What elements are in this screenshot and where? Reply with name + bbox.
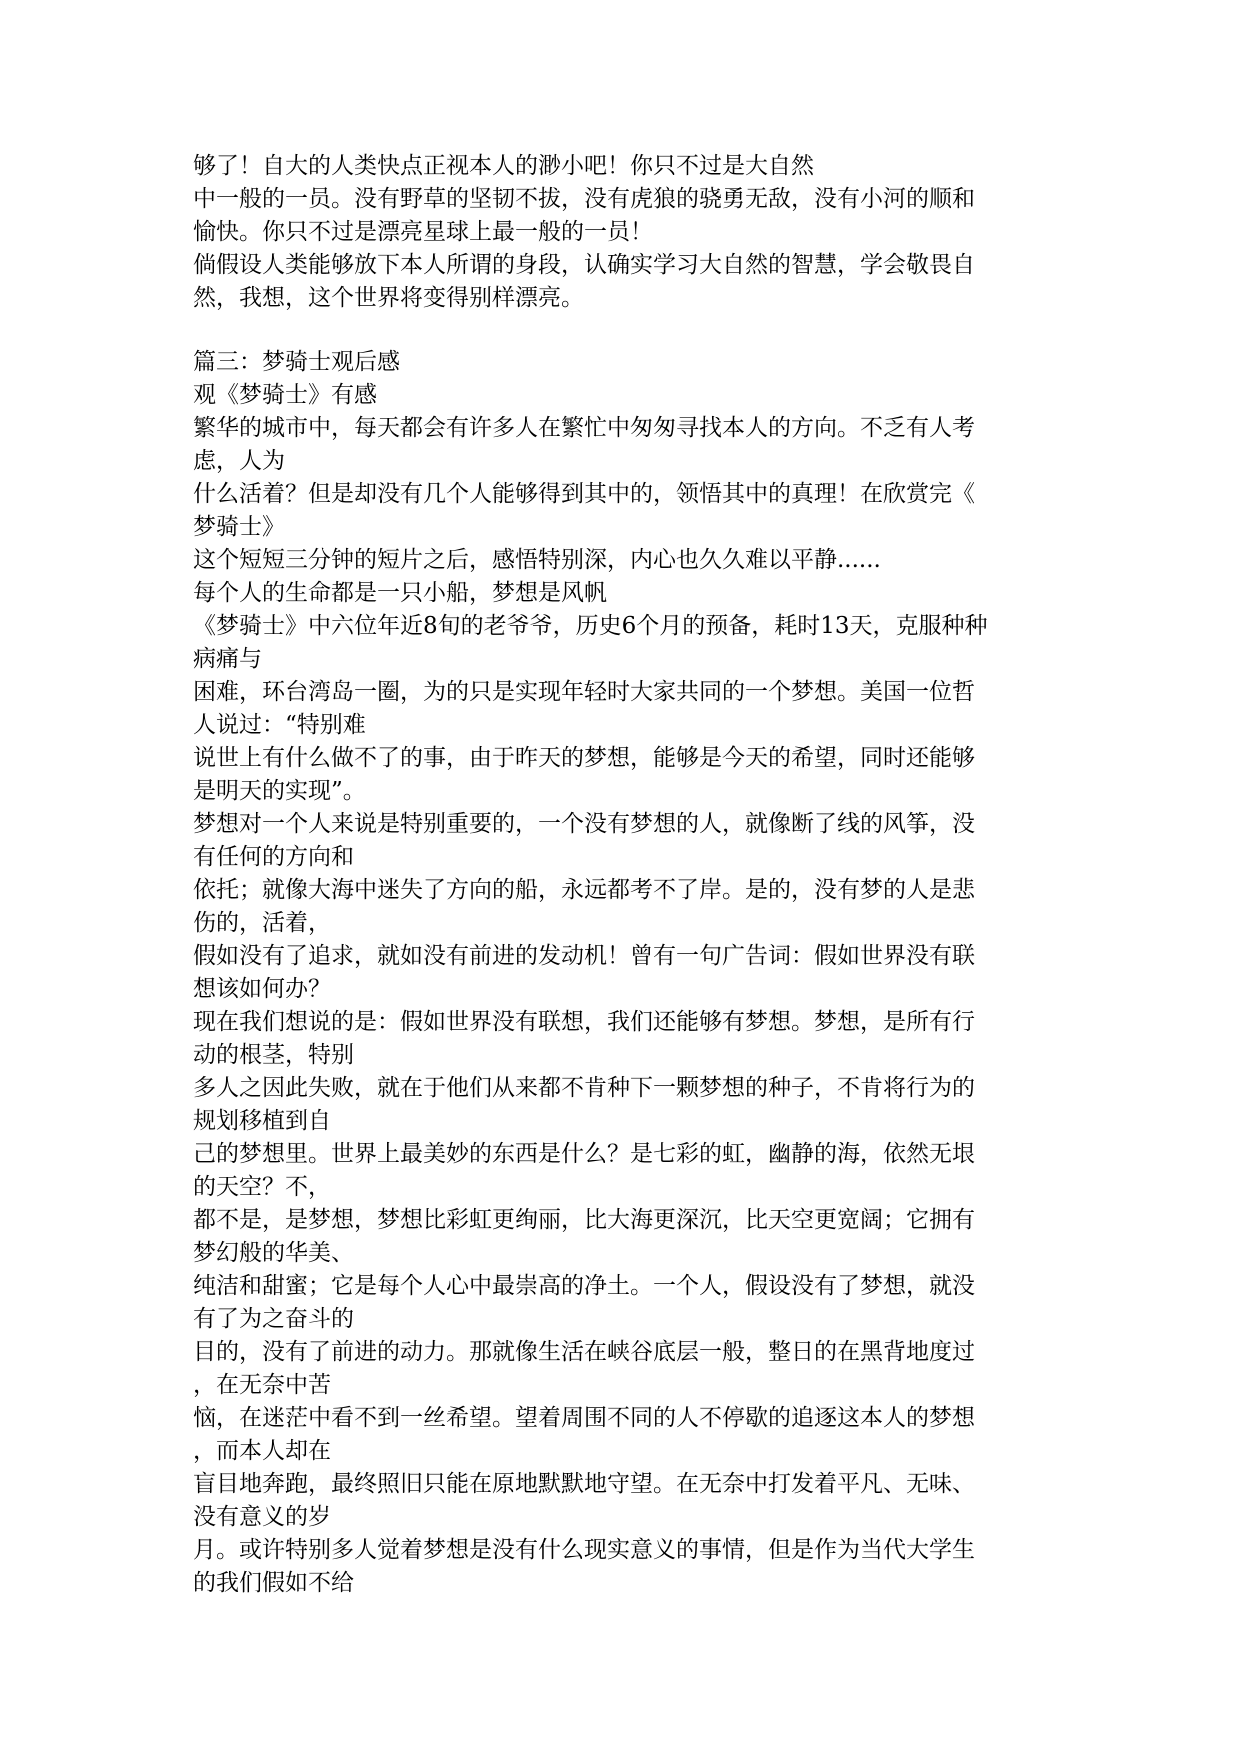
text-line: 恼，在迷茫中看不到一丝希望。望着周围不同的人不停歇的追逐这本人的梦想 <box>193 1405 975 1431</box>
text-line: 目的，没有了前进的动力。那就像生活在峡谷底层一般，整日的在黑背地度过 <box>193 1339 975 1365</box>
text-line: 中一般的一员。没有野草的坚韧不拔，没有虎狼的骁勇无敌，没有小河的顺和 <box>193 186 975 212</box>
text-line: ，在无奈中苦 <box>193 1372 331 1398</box>
text-line: ，而本人却在 <box>193 1438 331 1464</box>
text-line: 愉快。你只不过是漂亮星球上最一般的一员！ <box>193 219 653 245</box>
text-line: 都不是，是梦想，梦想比彩虹更绚丽，比大海更深沉，比天空更宽阔；它拥有 <box>193 1207 975 1233</box>
text-line: 的天空？不， <box>193 1174 331 1200</box>
text-line: 盲目地奔跑，最终照旧只能在原地默默地守望。在无奈中打发着平凡、无味、 <box>193 1471 975 1497</box>
text-line: 纯洁和甜蜜；它是每个人心中最崇高的净土。一个人，假设没有了梦想，就没 <box>193 1273 975 1299</box>
text-line: 这个短短三分钟的短片之后，感悟特别深，内心也久久难以平静...... <box>193 547 881 573</box>
section-heading: 篇三：梦骑士观后感 <box>193 349 400 375</box>
text-line: 规划移植到自 <box>193 1108 331 1134</box>
text-line: 月。或许特别多人觉着梦想是没有什么现实意义的事情，但是作为当代大学生 <box>193 1537 975 1563</box>
text-line: 伤的，活着， <box>193 910 331 936</box>
text-line: 每个人的生命都是一只小船，梦想是风帆 <box>193 580 607 606</box>
text-line: 什么活着？但是却没有几个人能够得到其中的，领悟其中的真理！在欣赏完《 <box>193 481 975 507</box>
document-body <box>193 150 1053 1600</box>
text-line: 依托；就像大海中迷失了方向的船，永远都考不了岸。是的，没有梦的人是悲 <box>193 877 975 903</box>
text-line: 多人之因此失败，就在于他们从来都不肯种下一颗梦想的种子，不肯将行为的 <box>193 1075 975 1101</box>
text-line: 梦骑士》 <box>193 514 285 540</box>
text-line: 够了！自大的人类快点正视本人的渺小吧！你只不过是大自然 <box>193 153 814 179</box>
text-line: 动的根茎，特别 <box>193 1042 354 1068</box>
text-line: 的我们假如不给 <box>193 1570 354 1596</box>
text-line: 现在我们想说的是：假如世界没有联想，我们还能够有梦想。梦想，是所有行 <box>193 1009 975 1035</box>
text-line: 假如没有了追求，就如没有前进的发动机！曾有一句广告词：假如世界没有联 <box>193 943 975 969</box>
text-line: 梦幻般的华美、 <box>193 1240 354 1266</box>
text-line: 繁华的城市中，每天都会有许多人在繁忙中匆匆寻找本人的方向。不乏有人考 <box>193 415 975 441</box>
text-line: 虑，人为 <box>193 448 285 474</box>
text-line: 《梦骑士》中六位年近8旬的老爷爷，历史6个月的预备，耗时13天，克服种种 <box>193 613 988 639</box>
text-line: 梦想对一个人来说是特别重要的，一个没有梦想的人，就像断了线的风筝，没 <box>193 811 975 837</box>
text-line: 人说过：“特别难 <box>193 712 366 738</box>
text-line: 困难，环台湾岛一圈，为的只是实现年轻时大家共同的一个梦想。美国一位哲 <box>193 679 975 705</box>
text-line: 没有意义的岁 <box>193 1504 331 1530</box>
text-line: 想该如何办？ <box>193 976 331 1002</box>
text-line: 然，我想，这个世界将变得别样漂亮。 <box>193 285 584 311</box>
text-line: 己的梦想里。世界上最美妙的东西是什么？是七彩的虹，幽静的海，依然无垠 <box>193 1141 975 1167</box>
article-title: 观《梦骑士》有感 <box>193 382 377 408</box>
text-line: 有任何的方向和 <box>193 844 354 870</box>
text-line: 倘假设人类能够放下本人所谓的身段，认确实学习大自然的智慧，学会敬畏自 <box>193 252 975 278</box>
text-line: 有了为之奋斗的 <box>193 1306 354 1332</box>
text-line: 是明天的实现”。 <box>193 778 366 804</box>
text-line: 病痛与 <box>193 646 262 672</box>
text-line: 说世上有什么做不了的事，由于昨天的梦想，能够是今天的希望，同时还能够 <box>193 745 975 771</box>
